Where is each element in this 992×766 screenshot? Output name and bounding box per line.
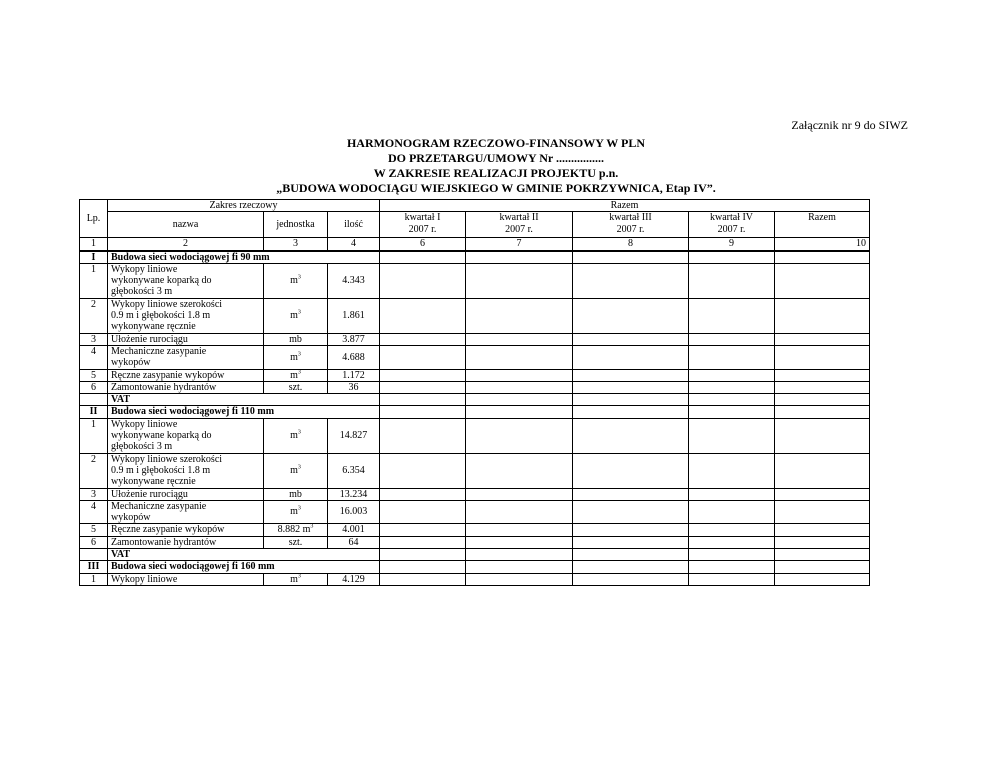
item-quantity: 36 [328,381,380,393]
item-unit [264,536,328,548]
item-name-line: Wykopy liniowe szerokości [111,298,223,310]
value-cell[interactable] [466,488,573,500]
value-cell[interactable] [689,488,775,500]
unit-m: m [290,506,298,518]
unit-m: m [290,573,298,585]
value-cell[interactable] [466,333,573,345]
item-lp: 1 [80,418,108,453]
value-cell[interactable] [466,406,573,418]
item-lp: 4 [80,500,108,524]
vat-row [80,394,870,406]
item-lp: 6 [80,381,108,393]
value-cell[interactable] [380,369,466,381]
table-row [80,418,870,453]
item-name [108,298,264,333]
value-cell[interactable] [573,418,689,453]
unit-m: m [290,351,298,363]
quarter-2-year: 2007 r. [505,223,533,235]
heading-line-2: DO PRZETARGU/UMOWY Nr ................ [387,151,605,165]
item-lp: 3 [80,488,108,500]
value-cell[interactable] [573,394,689,406]
item-name-line: 0.9 m i głębokości 1.8 m [111,310,211,322]
table-row [80,453,870,488]
value-cell[interactable] [573,406,689,418]
unit-mb: mb [289,488,302,500]
value-cell[interactable] [689,536,775,548]
item-quantity: 3.877 [328,333,380,345]
item-name-line: wykonywane koparką do [111,430,212,442]
item-name-line: Ułożenie rurociągu [111,333,188,345]
value-cell[interactable] [380,345,466,369]
value-cell[interactable] [689,573,775,585]
value-cell[interactable] [466,418,573,453]
value-cell[interactable] [775,251,870,264]
item-quantity: 14.827 [328,418,380,453]
quarter-1-label: kwartał I [404,212,441,224]
unit-szt: szt. [288,536,303,548]
unit-cubed: 3 [310,524,314,531]
quarter-1-year: 2007 r. [408,223,437,235]
table-row [80,369,870,381]
unit-m: m [290,310,298,322]
section-lp: I [80,251,108,264]
value-cell[interactable] [775,381,870,393]
value-cell[interactable] [573,333,689,345]
item-unit [264,453,328,488]
table-row [80,298,870,333]
item-lp: 1 [80,263,108,298]
table-row [80,263,870,298]
item-lp: 4 [80,345,108,369]
section-title: Budowa sieci wodociągowej fi 160 mm [108,561,380,573]
item-name-line: Zamontowanie hydrantów [111,381,217,393]
item-quantity: 4.688 [328,345,380,369]
item-name-line: Mechaniczne zasypanie [111,500,207,512]
item-lp: 2 [80,453,108,488]
table-row [80,333,870,345]
value-cell[interactable] [775,536,870,548]
value-cell[interactable] [775,406,870,418]
value-cell[interactable] [466,251,573,264]
column-number: 10 [775,238,870,251]
table-row [80,345,870,369]
value-cell[interactable] [775,298,870,333]
item-lp: 2 [80,298,108,333]
item-quantity: 64 [328,536,380,548]
value-cell[interactable] [689,251,775,264]
unit-prefix: 8.882 [277,524,303,536]
value-cell[interactable] [573,488,689,500]
header-nazwa: nazwa [108,212,264,238]
item-quantity: 4.343 [328,263,380,298]
column-number: 2 [108,238,264,251]
quarter-4-year: 2007 r. [717,223,746,235]
header-quarter-1 [380,212,466,238]
item-name-line: wykopów [111,512,151,524]
value-cell[interactable] [775,345,870,369]
value-cell[interactable] [573,251,689,264]
quarter-2-label: kwartał II [499,212,539,224]
value-cell[interactable] [689,298,775,333]
value-cell[interactable] [573,561,689,573]
value-cell[interactable] [380,333,466,345]
item-unit [264,418,328,453]
value-cell[interactable] [775,263,870,298]
value-cell[interactable] [573,500,689,524]
quarter-3-label: kwartał III [609,212,652,224]
value-cell[interactable] [380,418,466,453]
value-cell[interactable] [466,345,573,369]
value-cell[interactable] [689,561,775,573]
value-cell[interactable] [573,345,689,369]
value-cell[interactable] [380,536,466,548]
section-title: Budowa sieci wodociągowej fi 110 mm [108,406,380,418]
unit-cubed: 3 [297,351,301,358]
item-name-line: wykonywane ręcznie [111,321,196,333]
header-razem: Razem [775,212,870,238]
value-cell[interactable] [689,500,775,524]
value-cell[interactable] [573,298,689,333]
unit-m: m [302,524,311,536]
table-row [80,536,870,548]
unit-cubed: 3 [297,369,301,376]
column-number: 6 [380,238,466,251]
value-cell[interactable] [775,549,870,561]
unit-cubed: 3 [297,464,301,471]
item-unit [264,573,328,585]
heading-line-1: HARMONOGRAM RZECZOWO-FINANSOWY W PLN [346,136,646,150]
value-cell[interactable] [380,500,466,524]
value-cell[interactable] [466,524,573,536]
value-cell[interactable] [573,524,689,536]
item-lp: 5 [80,369,108,381]
unit-m: m [290,430,298,442]
unit-m: m [290,275,298,287]
value-cell[interactable] [466,549,573,561]
header-ilosc: ilość [328,212,380,238]
header-row-1 [80,200,870,212]
value-cell[interactable] [775,333,870,345]
item-name-line: 0.9 m i głębokości 1.8 m [111,464,211,476]
item-name [108,453,264,488]
value-cell[interactable] [380,251,466,264]
value-cell[interactable] [689,333,775,345]
item-name-line: Ręczne zasypanie wykopów [111,524,225,536]
section-lp: III [80,561,108,573]
item-name-line: Wykopy liniowe [111,263,178,275]
item-name-line: wykonywane ręcznie [111,476,196,488]
item-name [108,573,264,585]
item-name-line: wykopów [111,357,151,369]
value-cell[interactable] [380,394,466,406]
value-cell[interactable] [466,453,573,488]
value-cell[interactable] [466,561,573,573]
item-unit [264,524,328,536]
quarter-3-year: 2007 r. [616,223,645,235]
value-cell[interactable] [775,453,870,488]
unit-szt: szt. [288,381,303,393]
item-name-line: Wykopy liniowe [111,418,178,430]
document-heading [0,136,992,196]
unit-m: m [290,464,298,476]
value-cell[interactable] [689,369,775,381]
value-cell[interactable] [689,524,775,536]
item-name-line: Wykopy liniowe szerokości [111,453,223,465]
header-razem-group: Razem [380,200,870,212]
unit-mb: mb [289,333,302,345]
value-cell[interactable] [775,488,870,500]
item-name-line: głębokości 3 m [111,286,173,298]
item-name-line: Ułożenie rurociągu [111,488,188,500]
item-name [108,500,264,524]
attachment-label: Załącznik nr 9 do SIWZ [791,118,908,132]
vat-lp [80,394,108,406]
item-lp: 1 [80,573,108,585]
value-cell[interactable] [573,549,689,561]
item-name-line: Mechaniczne zasypanie [111,345,207,357]
item-lp: 3 [80,333,108,345]
unit-cubed: 3 [297,573,301,580]
section-lp: II [80,406,108,418]
vat-label: VAT [108,394,380,406]
item-quantity: 4.129 [328,573,380,585]
item-unit [264,381,328,393]
value-cell[interactable] [689,453,775,488]
value-cell[interactable] [380,298,466,333]
heading-line-4: „BUDOWA WODOCIĄGU WIEJSKIEGO W GMINIE POKRZYWNICA, Etap IV”. [276,181,716,195]
header-jednostka: jednostka [264,212,328,238]
value-cell[interactable] [689,345,775,369]
header-quarter-4 [689,212,775,238]
column-number: 8 [573,238,689,251]
header-row-2 [80,212,870,238]
item-name [108,418,264,453]
section-header-row [80,406,870,418]
item-name [108,524,264,536]
value-cell[interactable] [689,381,775,393]
section-header-row [80,251,870,264]
unit-cubed: 3 [297,506,301,513]
value-cell[interactable] [689,263,775,298]
value-cell[interactable] [380,524,466,536]
value-cell[interactable] [380,549,466,561]
value-cell[interactable] [466,298,573,333]
value-cell[interactable] [775,524,870,536]
value-cell[interactable] [380,453,466,488]
item-quantity: 1.861 [328,298,380,333]
item-unit [264,333,328,345]
value-cell[interactable] [466,369,573,381]
table-row [80,488,870,500]
value-cell[interactable] [380,381,466,393]
item-name-line: Wykopy liniowe [111,573,178,585]
vat-row [80,549,870,561]
table-row [80,524,870,536]
item-lp: 5 [80,524,108,536]
item-name-line: Ręczne zasypanie wykopów [111,369,225,381]
value-cell[interactable] [466,573,573,585]
item-unit [264,345,328,369]
header-quarter-2 [466,212,573,238]
column-number: 4 [328,238,380,251]
unit-cubed: 3 [297,274,301,281]
vat-lp [80,549,108,561]
value-cell[interactable] [573,573,689,585]
table-row [80,500,870,524]
section-title: Budowa sieci wodociągowej fi 90 mm [108,251,380,264]
value-cell[interactable] [775,369,870,381]
value-cell[interactable] [466,500,573,524]
value-cell[interactable] [689,394,775,406]
item-unit [264,500,328,524]
item-quantity: 13.234 [328,488,380,500]
value-cell[interactable] [775,561,870,573]
value-cell[interactable] [466,394,573,406]
value-cell[interactable] [775,394,870,406]
table-row [80,381,870,393]
item-quantity: 6.354 [328,453,380,488]
item-unit [264,298,328,333]
value-cell[interactable] [573,381,689,393]
heading-line-3: W ZAKRESIE REALIZACJI PROJEKTU p.n. [373,166,619,180]
value-cell[interactable] [775,500,870,524]
quarter-4-label: kwartał IV [709,212,754,224]
header-zakres-rzeczowy: Zakres rzeczowy [108,200,380,212]
item-unit [264,263,328,298]
value-cell[interactable] [689,549,775,561]
item-name [108,381,264,393]
item-quantity: 1.172 [328,369,380,381]
item-quantity: 16.003 [328,500,380,524]
value-cell[interactable] [380,573,466,585]
section-header-row [80,561,870,573]
unit-cubed: 3 [297,429,301,436]
schedule-table [79,199,870,586]
value-cell[interactable] [380,406,466,418]
unit-cubed: 3 [297,309,301,316]
item-name [108,369,264,381]
value-cell[interactable] [573,536,689,548]
value-cell[interactable] [775,573,870,585]
item-name-line: wykonywane koparką do [111,275,212,287]
value-cell[interactable] [573,263,689,298]
column-number: 1 [80,238,108,251]
value-cell[interactable] [573,369,689,381]
item-name-line: głębokości 3 m [111,441,173,453]
item-name [108,488,264,500]
item-unit [264,488,328,500]
value-cell[interactable] [573,453,689,488]
item-lp: 6 [80,536,108,548]
item-quantity: 4.001 [328,524,380,536]
column-number: 9 [689,238,775,251]
item-name [108,536,264,548]
column-number-row [80,238,870,251]
header-lp: Lp. [80,200,108,238]
item-name [108,263,264,298]
value-cell[interactable] [380,263,466,298]
value-cell[interactable] [775,418,870,453]
item-unit [264,369,328,381]
header-quarter-3 [573,212,689,238]
value-cell[interactable] [466,536,573,548]
item-name [108,333,264,345]
value-cell[interactable] [380,488,466,500]
unit-m: m [290,369,298,381]
column-number: 7 [466,238,573,251]
value-cell[interactable] [689,406,775,418]
vat-label: VAT [108,549,380,561]
value-cell[interactable] [689,418,775,453]
column-number: 3 [264,238,328,251]
item-name [108,345,264,369]
item-name-line: Zamontowanie hydrantów [111,536,217,548]
table-row [80,573,870,585]
value-cell[interactable] [380,561,466,573]
value-cell[interactable] [466,263,573,298]
value-cell[interactable] [466,381,573,393]
